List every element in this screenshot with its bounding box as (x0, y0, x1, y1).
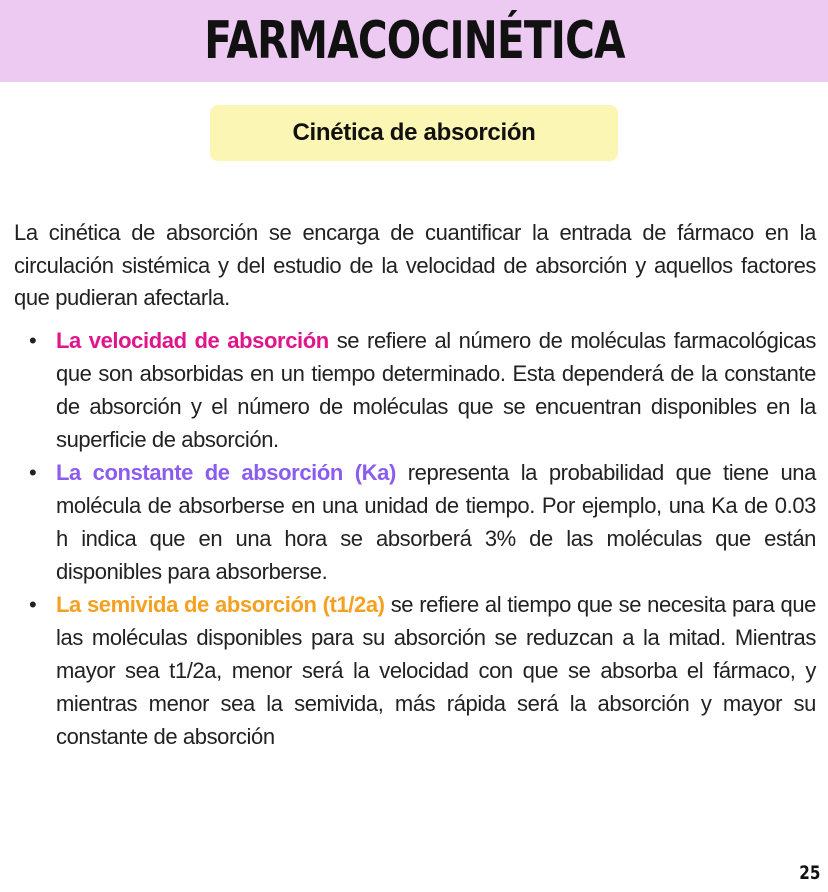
header-band (0, 0, 828, 82)
term-velocidad: La velocidad de absorción (56, 328, 329, 353)
term-semivida: La semivida de absorción (t1/2a) (56, 592, 385, 617)
page-number: 25 (798, 862, 820, 884)
bullet-icon: • (29, 460, 37, 485)
bullet-list (0, 324, 816, 753)
bullet-item-semivida (0, 588, 816, 753)
bullet-item-velocidad (0, 324, 816, 456)
bullet-text: se refiere al tiempo que se necesita para que las moléculas disponibles para su absorción se reduzcan a la mitad. Mientras mayor sea t1/2a, menor será la velocidad con que se absorba el fármaco, y mientras menor sea la semivida, más rápida será la absorción y mayor su constante de absorción (56, 592, 816, 749)
bullet-item-constante (0, 456, 816, 588)
section-heading-box (210, 105, 618, 161)
bullet-icon: • (29, 328, 37, 353)
bullet-text: representa la probabilidad que tiene una molécula de absorberse en una unidad de tiempo. Por ejemplo, una Ka de 0.03 h indica que en una hora se absorberá 3% de las moléculas que están disponibles para absorberse. (56, 460, 816, 584)
page-title: FARMACOCINÉTICA (203, 11, 625, 71)
section-title: Cinética de absorción (292, 119, 536, 146)
term-constante: La constante de absorción (Ka) (56, 460, 396, 485)
bullet-icon: • (29, 592, 37, 617)
intro-paragraph: La cinética de absorción se encarga de cuantificar la entrada de fármaco en la circulación sistémica y del estudio de la velocidad de absorción y aquellos factores que pudieran afectarla. (14, 220, 816, 310)
bullet-text: se refiere al número de moléculas farmacológicas que son absorbidas en un tiempo determinado. Esta dependerá de la constante de absorción y el número de moléculas que se encuentran disponibles en la superficie de absorción. (56, 328, 816, 452)
